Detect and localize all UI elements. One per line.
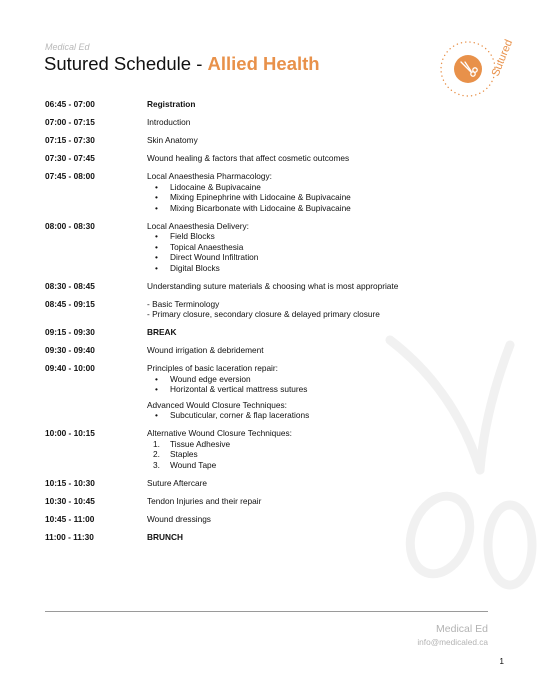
- schedule-item-text: Suture Aftercare: [147, 477, 207, 488]
- title-accent: Allied Health: [207, 53, 320, 74]
- schedule-content: [147, 299, 465, 320]
- list-item: [147, 263, 465, 274]
- schedule-content: [147, 363, 465, 421]
- schedule-row: [45, 299, 465, 320]
- schedule-item-text: BREAK: [147, 327, 177, 337]
- footer-divider: [45, 611, 488, 612]
- list-item-text: Subcuticular, corner & flap lacerations: [170, 410, 310, 420]
- schedule-item-text: Principles of basic laceration repair:: [147, 363, 278, 373]
- schedule-content: [147, 153, 465, 164]
- schedule-content: [147, 532, 465, 543]
- schedule-subheading: Advanced Would Closure Techniques:: [147, 399, 287, 410]
- schedule-content: [147, 345, 465, 356]
- schedule-row: [45, 496, 465, 507]
- footer-brand: Medical Ed: [436, 623, 488, 635]
- schedule-time: 10:45 - 11:00: [45, 513, 95, 524]
- schedule-row: [45, 363, 465, 421]
- list-item: [147, 252, 465, 263]
- schedule-time: 06:45 - 07:00: [45, 99, 95, 109]
- schedule-time: 11:00 - 11:30: [45, 531, 94, 542]
- footer-email: info@medicaled.ca: [417, 637, 488, 647]
- schedule-time: 10:00 - 10:15: [45, 428, 95, 438]
- list-item: 2. Staples: [153, 449, 198, 459]
- bullet-list: [147, 374, 465, 395]
- list-item: [147, 203, 465, 214]
- schedule-item-text: Wound dressings: [147, 513, 211, 524]
- schedule-row: [45, 428, 465, 470]
- schedule-row: [45, 327, 465, 338]
- schedule-content: [147, 135, 465, 146]
- schedule-time: 07:45 - 08:00: [45, 171, 95, 181]
- bullet-list: [147, 182, 465, 214]
- list-item-text: Mixing Bicarbonate with Lidocaine & Bupivacaine: [170, 202, 351, 213]
- schedule-item-text: Understanding suture materials & choosing what is most appropriate: [147, 280, 399, 291]
- list-item-text: Field Blocks: [170, 231, 215, 241]
- schedule-time: 07:00 - 07:15: [45, 117, 95, 127]
- list-item: [147, 374, 465, 385]
- schedule-time: 07:15 - 07:30: [45, 135, 95, 145]
- list-item-text: Digital Blocks: [170, 262, 220, 273]
- schedule-row: [45, 153, 465, 164]
- schedule-content: [147, 327, 465, 338]
- schedule-time: 09:15 - 09:30: [45, 327, 95, 337]
- schedule-item-text: - Primary closure, secondary closure & delayed primary closure: [147, 309, 380, 319]
- schedule-time: 10:15 - 10:30: [45, 477, 95, 488]
- list-item: [147, 384, 465, 395]
- schedule-item-text: Tendon Injuries and their repair: [147, 495, 262, 506]
- schedule-row: [45, 345, 465, 356]
- list-item: [147, 410, 465, 421]
- list-item-text: Staples: [170, 449, 198, 459]
- schedule-time: 08:00 - 08:30: [45, 220, 95, 231]
- list-item: [147, 192, 465, 203]
- list-item-text: Topical Anaesthesia: [170, 241, 244, 252]
- schedule: [45, 99, 465, 542]
- schedule-item-text: Introduction: [147, 117, 191, 127]
- schedule-time: 09:30 - 09:40: [45, 345, 95, 355]
- schedule-item-text: Alternative Wound Closure Techniques:: [147, 428, 292, 438]
- list-item-text: Direct Wound Infiltration: [170, 252, 259, 262]
- bullet-list: [147, 410, 465, 421]
- schedule-time: 09:40 - 10:00: [45, 363, 95, 373]
- schedule-item-text: Local Anaesthesia Delivery:: [147, 220, 249, 231]
- schedule-item-text: Skin Anatomy: [147, 135, 198, 145]
- schedule-item-text: Wound irrigation & debridement: [147, 345, 264, 355]
- schedule-row: [45, 135, 465, 146]
- logo-text: Sutured: [489, 37, 516, 79]
- page-number: 1: [499, 656, 504, 666]
- schedule-item-text: Local Anaesthesia Pharmacology:: [147, 171, 272, 181]
- schedule-content: [147, 171, 465, 213]
- schedule-content: [147, 117, 465, 128]
- page-title: [44, 53, 320, 75]
- list-item-text: Mixing Epinephrine with Lidocaine & Bupivacaine: [170, 192, 351, 202]
- list-item: [147, 242, 465, 253]
- schedule-time: 07:30 - 07:45: [45, 153, 95, 163]
- title-main: Sutured Schedule -: [44, 53, 208, 74]
- list-item: [147, 182, 465, 193]
- schedule-row: [45, 532, 465, 543]
- schedule-content: [147, 221, 465, 274]
- schedule-content: [147, 99, 465, 110]
- schedule-item-text: Wound healing & factors that affect cosmetic outcomes: [147, 153, 350, 163]
- schedule-time: 10:30 - 10:45: [45, 495, 95, 506]
- schedule-content: [147, 478, 465, 489]
- schedule-row: [45, 171, 465, 213]
- schedule-row: [45, 514, 465, 525]
- list-item: 3. Wound Tape: [153, 459, 217, 470]
- schedule-item-text: BRUNCH: [147, 531, 183, 542]
- numbered-list: [147, 439, 465, 471]
- schedule-row: [45, 117, 465, 128]
- schedule-content: [147, 428, 465, 470]
- schedule-content: [147, 281, 465, 292]
- list-item-text: Wound edge eversion: [170, 373, 251, 384]
- schedule-time: 08:45 - 09:15: [45, 298, 95, 309]
- list-item-text: Horizontal & vertical mattress sutures: [170, 384, 308, 394]
- list-item-text: Lidocaine & Bupivacaine: [170, 181, 261, 192]
- list-item: 1. Tissue Adhesive: [153, 438, 231, 449]
- list-item: [147, 231, 465, 242]
- list-item-text: Wound Tape: [170, 459, 217, 470]
- sutured-logo: [432, 25, 516, 103]
- schedule-time: 08:30 - 08:45: [45, 280, 95, 291]
- schedule-row: [45, 99, 465, 110]
- schedule-row: [45, 478, 465, 489]
- header-subtitle: Medical Ed: [45, 42, 90, 52]
- schedule-content: [147, 514, 465, 525]
- schedule-row: [45, 221, 465, 274]
- schedule-item-text: - Basic Terminology: [147, 298, 220, 309]
- schedule-row: [45, 281, 465, 292]
- list-item-text: Tissue Adhesive: [170, 438, 231, 449]
- schedule-item-text: Registration: [147, 99, 196, 109]
- bullet-list: [147, 231, 465, 273]
- schedule-content: [147, 496, 465, 507]
